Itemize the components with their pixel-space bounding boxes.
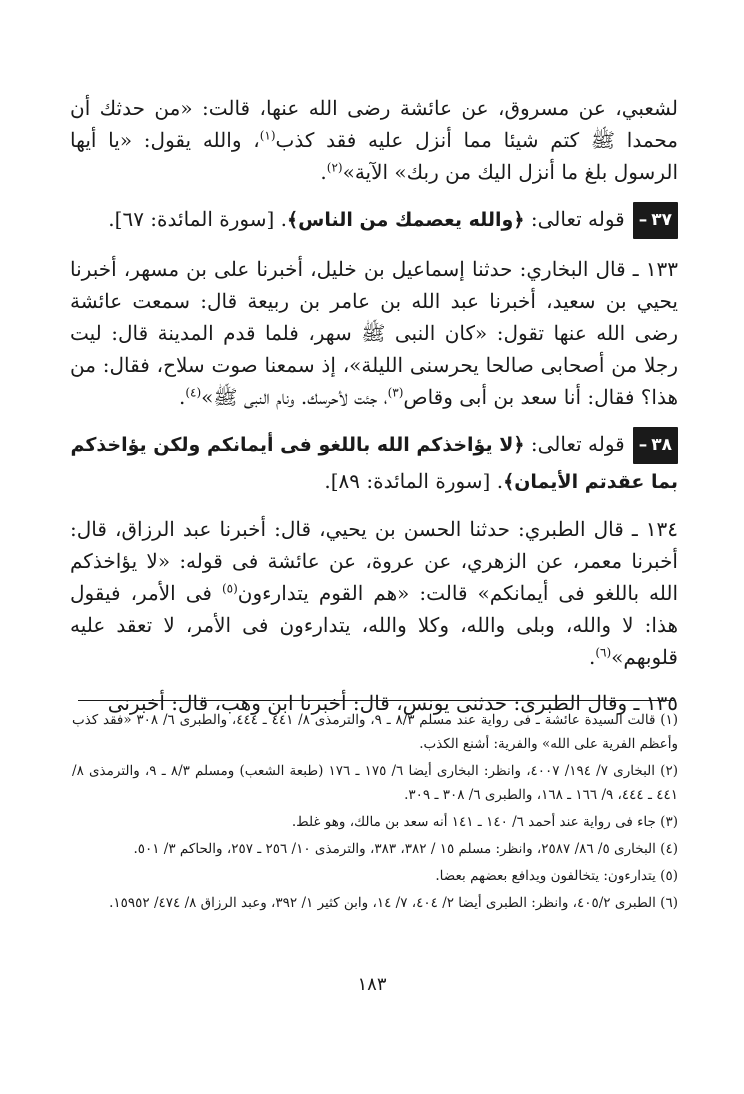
surah-reference: . [سورة المائدة: ٨٩].: [324, 469, 504, 493]
footnote-1: (١) قالت السيدة عائشة ـ فى رواية عند مسلم ٨/٣ ـ ٩، والترمذى ٨/ ٤٤١ ـ ٤٤٤، والطبرى ٦/ ٣٠٨ «فقد كذب وأعظم الفرية على الله» والفرية: أشنع الكذب.: [72, 712, 679, 752]
text-segment: .: [178, 385, 186, 409]
footnote-4: (٤) البخارى ٥/ ٨٦/ ٢٥٨٧، وانظر: مسلم ١٥ / ٣٨٢، ٣٨٣، والترمذى ١٠/ ٢٥٦ ـ ٢٥٧، والحاكم ٣/ ٥٠١.: [133, 841, 678, 857]
heading-lead: قوله تعالى:: [530, 432, 625, 456]
text-segment: ، جئت لأحرسك. ونام النبى ﷺ»: [201, 385, 388, 409]
quran-verse: ﴿لا يؤاخذكم الله باللغو فى أيمانكم ولكن يؤاخذكم بما عقدتم الأيمان﴾: [70, 434, 678, 493]
footnote-ref[interactable]: (٤): [185, 385, 202, 400]
text-segment: ١٣٣ ـ قال البخاري: حدثنا إسماعيل بن خليل، أخبرنا على بن مسهر، أخبرنا يحيي بن سعيد، أخبرنا عبد الله بن عامر بن ربيعة قال: سمعت عائشة رضى الله عنها تقول: «كان النبى ﷺ سهر، فلما قدم المدينة قال: ليت رجلا من أصحابى صالحا يحرسنى الليلة»، إذ سمعنا صوت سلاح، فقال: من هذا؟ فقال: أنا سعد بن أبى وقاص: [70, 257, 678, 409]
text-segment: فى الأمر، فيقول هذا: لا والله، وبلى والله، وكلا والله، يتدارءون فى الأمر، لا تعقد عليه قلوبهم»: [70, 581, 678, 669]
section-number-badge: ٣٧–: [633, 202, 678, 239]
heading-lead: قوله تعالى:: [530, 207, 625, 231]
hadith-133: [70, 253, 678, 413]
footnote-ref[interactable]: (٥): [221, 581, 238, 596]
main-text: [70, 92, 678, 719]
section-heading-37: [70, 202, 678, 239]
quran-verse: ﴿والله يعصمك من الناس﴾: [287, 209, 525, 231]
section-number-badge: ٣٨–: [633, 427, 678, 464]
footnote-ref[interactable]: (٣): [387, 385, 404, 400]
surah-reference: . [سورة المائدة: ٦٧].: [108, 207, 287, 231]
hadith-134: [70, 513, 678, 673]
footnote-5: (٥) يتدارءون: يتخالفون ويدافع بعضهم بعضا.: [435, 868, 678, 884]
section-heading-38: [70, 427, 678, 499]
footnote-3: (٣) جاء فى رواية عند أحمد ٦/ ١٤٠ ـ ١٤١ أنه سعد بن مالك، وهو غلط.: [291, 814, 678, 830]
footnote-ref[interactable]: (١): [259, 128, 276, 143]
footnote-divider: [78, 700, 674, 701]
footnote-ref[interactable]: (٦): [595, 645, 612, 660]
text-segment: ١٣٤ ـ قال الطبري: حدثنا الحسن بن يحيي، قال: أخبرنا عبد الرزاق، قال: أخبرنا معمر، عن الزهري، عن عروة، عن عائشة فى قوله: «لا يؤاخذكم الله باللغو فى أيمانكم» قالت: «هم القوم يتدارءون: [70, 517, 678, 605]
text-segment: لشعبي، عن مسروق، عن عائشة رضى الله عنها، قالت: «من حدثك أن محمدا ﷺ كتم شيئا مما أنزل عليه فقد كذب: [70, 96, 679, 152]
text-segment: ١٣٥ ـ وقال الطبرى: حدثنى يونس، قال: أخبرنا ابن وهب، قال: أخبرنى: [107, 691, 678, 715]
footnotes: [72, 708, 678, 918]
paragraph-continuation: [70, 92, 678, 188]
text-segment: .: [320, 160, 327, 184]
footnote-2: (٢) البخارى ٧/ ١٩٤/ ٤٠٠٧، وانظر: البخارى أيضا ٦/ ١٧٥ ـ ١٧٦ (طبعة الشعب) ومسلم ٨/٣ ـ ٩، والترمذى ٨/ ٤٤١ ـ ٤٤٤، ٩/ ١٦٦ ـ ١٦٨، والطبرى ٦/ ٣٠٨ ـ ٣٠٩.: [72, 763, 678, 803]
footnote-ref[interactable]: (٢): [326, 160, 343, 175]
footnote-6: (٦) الطبرى ٤٠٥/٢، وانظر: الطبرى أيضا ٢/ ٤٠٤، ٧/ ١٤، وابن كثير ١/ ٣٩٢، وعبد الرزاق ٨/ ٤٧٤/ ١٥٩٥٢.: [109, 895, 678, 911]
page-number: ١٨٣: [357, 974, 387, 995]
text-segment: ، والله يقول: «يا أيها الرسول بلغ ما أنزل اليك من ربك» الآية»: [70, 128, 678, 184]
text-segment: .: [588, 645, 596, 669]
